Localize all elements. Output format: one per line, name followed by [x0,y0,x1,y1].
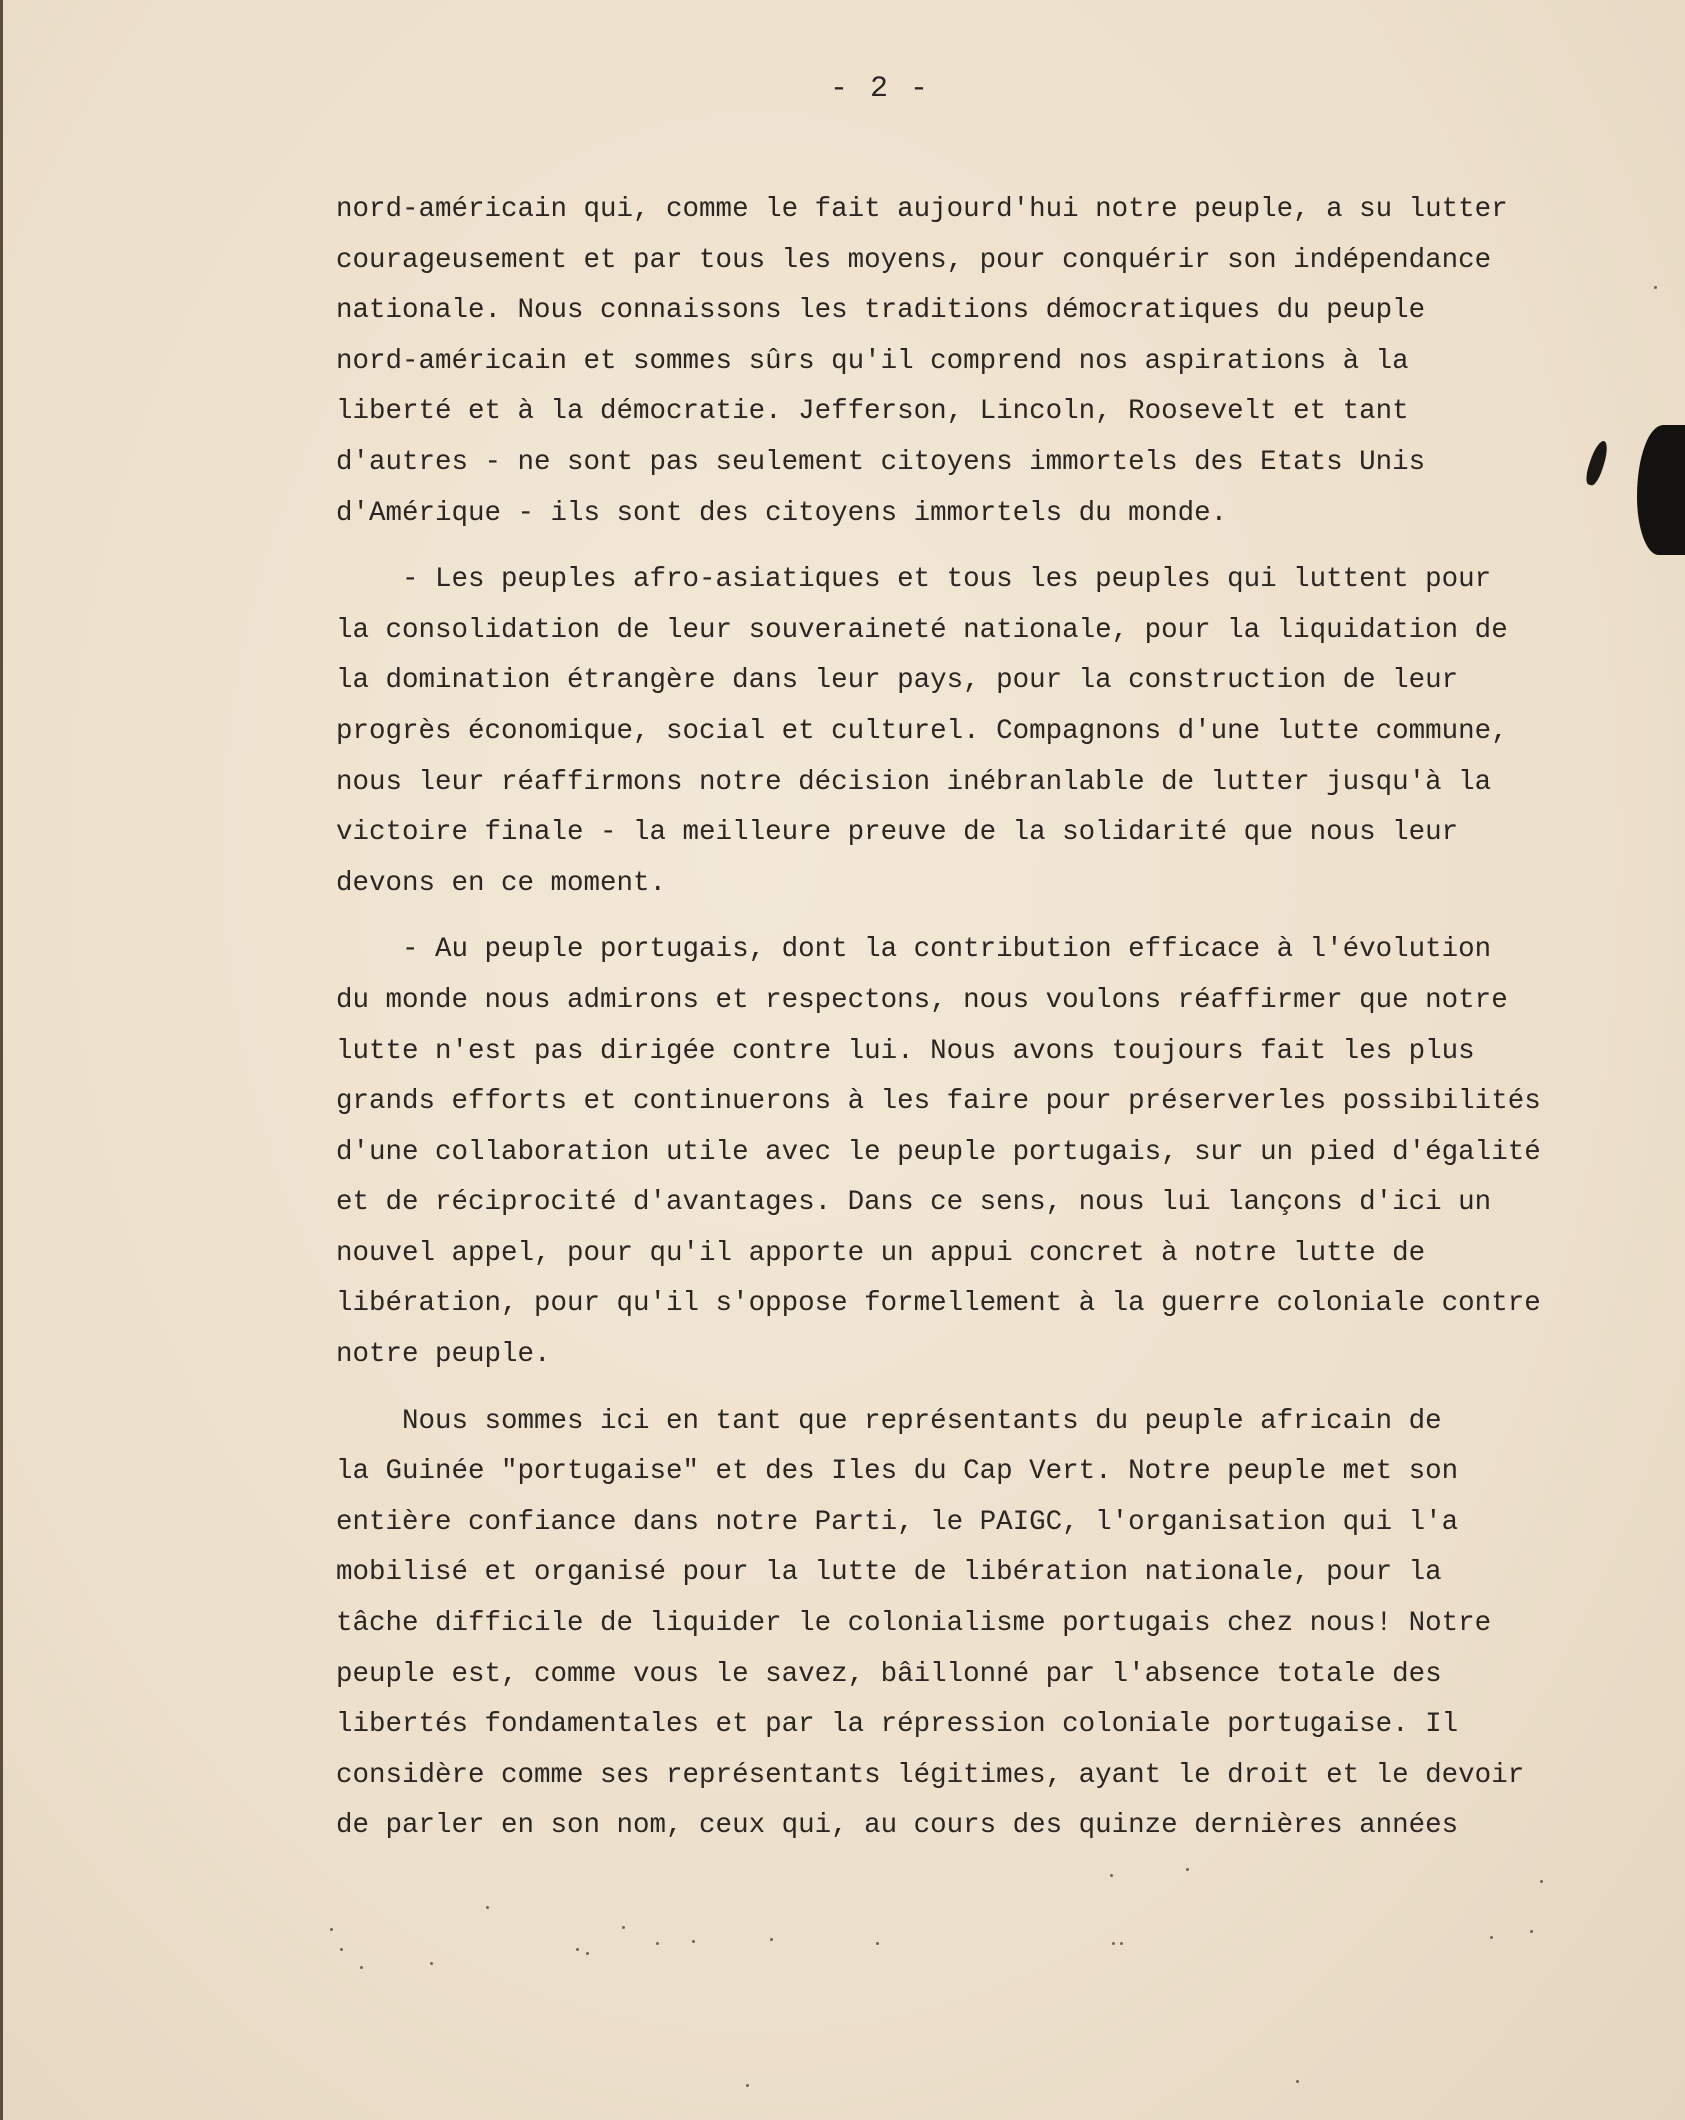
text-line: et de réciprocité d'avantages. Dans ce sens, nous lui lançons d'ici un [336,1187,1492,1219]
ink-blot-margin [1637,425,1685,555]
text-line: d'autres - ne sont pas seulement citoyens immortels des Etats Unis [336,446,1426,478]
paragraph-gap [336,909,1586,925]
text-line: la consolidation de leur souveraineté nationale, pour la liquidation de [336,614,1508,646]
document-body [336,185,1586,1852]
paper-left-edge [0,0,3,2120]
paragraph [336,1397,1586,1852]
text-line: victoire finale - la meilleure preuve de la solidarité que nous leur [336,817,1459,849]
text-line: entière confiance dans notre Parti, le PAIGC, l'organisation qui l'a [336,1506,1459,1538]
text-line: grands efforts et continuerons à les faire pour préserverles possibilités [336,1086,1541,1118]
text-line: progrès économique, social et culturel. Compagnons d'une lutte commune, [336,715,1508,747]
text-line: de parler en son nom, ceux qui, au cours des quinze dernières années [336,1810,1459,1842]
text-line: Nous sommes ici en tant que représentants du peuple africain de [336,1405,1442,1437]
text-line: nord-américain et sommes sûrs qu'il comprend nos aspirations à la [336,345,1409,377]
text-line: devons en ce moment. [336,867,667,899]
paragraph-gap [336,1381,1586,1397]
paragraph-gap [336,539,1586,555]
text-line: la domination étrangère dans leur pays, pour la construction de leur [336,665,1459,697]
text-line: - Les peuples afro-asiatiques et tous les peuples qui luttent pour [336,564,1492,596]
text-line: d'Amérique - ils sont des citoyens immortels du monde. [336,497,1228,529]
text-line: mobilisé et organisé pour la lutte de libération nationale, pour la [336,1557,1442,1589]
text-line: peuple est, comme vous le savez, bâillonné par l'absence totale des [336,1658,1442,1690]
text-line: notre peuple. [336,1339,551,1371]
text-line: lutte n'est pas dirigée contre lui. Nous avons toujours fait les plus [336,1035,1475,1067]
paragraph [336,555,1586,909]
text-line: libertés fondamentales et par la répression coloniale portugaise. Il [336,1709,1459,1741]
text-line: nationale. Nous connaissons les traditions démocratiques du peuple [336,295,1426,327]
text-line: courageusement et par tous les moyens, pour conquérir son indépendance [336,244,1492,276]
text-line: libération, pour qu'il s'oppose formellement à la guerre coloniale contre [336,1288,1541,1320]
text-line: nord-américain qui, comme le fait aujourd'hui notre peuple, a su lutter [336,194,1508,225]
text-line: considère comme ses représentants légitimes, ayant le droit et le devoir [336,1759,1525,1791]
text-line: du monde nous admirons et respectons, nous voulons réaffirmer que notre [336,984,1508,1016]
paragraph [336,185,1586,539]
text-line: tâche difficile de liquider le colonialisme portugais chez nous! Notre [336,1608,1492,1640]
text-line: nous leur réaffirmons notre décision inébranlable de lutter jusqu'à la [336,766,1492,798]
text-line: nouvel appel, pour qu'il apporte un appui concret à notre lutte de [336,1237,1426,1269]
text-line: - Au peuple portugais, dont la contribution efficace à l'évolution [336,934,1492,966]
text-line: d'une collaboration utile avec le peuple portugais, sur un pied d'égalité [336,1136,1541,1168]
text-line: la Guinée "portugaise" et des Iles du Cap Vert. Notre peuple met son [336,1456,1459,1488]
ink-mark-margin [1583,439,1611,487]
paragraph [336,925,1586,1380]
text-line: liberté et à la démocratie. Jefferson, Lincoln, Roosevelt et tant [336,396,1409,428]
page-number: - 2 - [829,72,930,106]
